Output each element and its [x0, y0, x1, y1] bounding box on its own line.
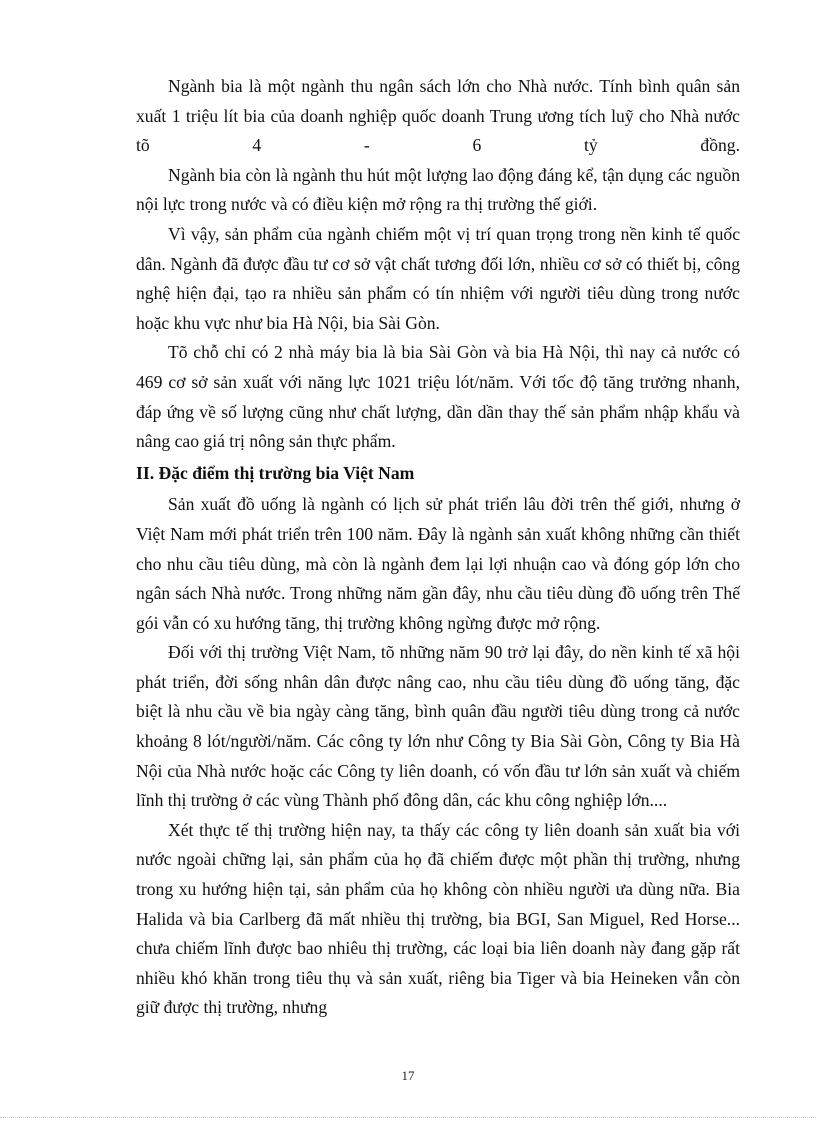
section-heading-market-characteristics: II. Đặc điểm thị trường bia Việt Nam [136, 462, 415, 483]
paragraph-industry-position: Vì vậy, sản phẩm của ngành chiếm một vị trí quan trọng trong nền kinh tế quốc dân. Ngành đã được đầu tư cơ sở vật chất tương đối lớn, nhiều cơ sở có thiết bị, công nghệ hiện đại, tạo ra nhiều sản phẩm có tín nhiệm với người tiêu dùng trong nước hoặc khu vực như bia Hà Nội, bia Sài Gòn. [136, 223, 740, 333]
paragraph-labor-resources: Ngành bia còn là ngành thu hút một lượng lao động đáng kể, tận dụng các nguồn nội lực trong nước và có điều kiện mở rộng ra thị trường thế giới. [136, 164, 740, 215]
page-bottom-divider [0, 1117, 816, 1118]
paragraph-budget-contribution: Ngành bia là một ngành thu ngân sách lớn cho Nhà nước. Tính bình quân sản xuất 1 triệu lít bia của doanh nghiệp quốc doanh Trung ương tích luỹ cho Nhà nước tõ 4 - 6 tỷ đồng. [136, 76, 740, 156]
page-number: 17 [401, 1068, 415, 1083]
paragraph-vietnam-market: Đối với thị trường Việt Nam, tõ những năm 90 trở lại đây, do nền kinh tế xã hội phát triển, đời sống nhân dân được nâng cao, nhu cầu tiêu dùng đồ uống tăng, đặc biệt là nhu cầu về bia ngày càng tăng, bình quân đầu người tiêu dùng trong cả nước khoảng 8 lót/người/năm. Các công ty lớn như Công ty Bia Sài Gòn, Công ty Bia Hà Nội của Nhà nước hoặc các Công ty liên doanh, có vốn đầu tư lớn sản xuất và chiếm lĩnh thị trường ở các vùng Thành phố đông dân, các khu công nghiệp lớn.... [136, 642, 740, 811]
paragraph-joint-ventures: Xét thực tế thị trường hiện nay, ta thấy các công ty liên doanh sản xuất bia với nước ngoài chững lại, sản phẩm của họ đã chiếm được một phần thị trường, nhưng trong xu hướng hiện tại, sản phẩm của họ không còn nhiều người ưa dùng nữa. Bia Halida và bia Carlberg đã mất nhiều thị trường, bia BGI, San Miguel, Red Horse... chưa chiếm lĩnh được bao nhiêu thị trường, các loại bia liên doanh này đang gặp rất nhiều khó khăn trong tiêu thụ và sản xuất, riêng bia Tiger và bia Heineken vẫn còn giữ được thị trường, nhưng [136, 819, 740, 1018]
page-body [136, 72, 740, 1023]
paragraph-beverage-history: Sản xuất đồ uống là ngành có lịch sử phát triển lâu đời trên thế giới, nhưng ở Việt Nam mới phát triển trên 100 năm. Đây là ngành sản xuất không những cần thiết cho nhu cầu tiêu dùng, mà còn là ngành đem lại lợi nhuận cao và đóng góp lớn cho ngân sách Nhà nước. Trong những năm gần đây, nhu cầu tiêu dùng đồ uống trên Thế gói vẫn có xu hướng tăng, thị trường không ngừng được mở rộng. [136, 494, 740, 633]
paragraph-production-growth: Tõ chỗ chỉ có 2 nhà máy bia là bia Sài Gòn và bia Hà Nội, thì nay cả nước có 469 cơ sở sản xuất với năng lực 1021 triệu lót/năm. Với tốc độ tăng trưởng nhanh, đáp ứng về số lượng cũng như chất lượng, dần dần thay thế sản phẩm nhập khẩu và nâng cao giá trị nông sản thực phẩm. [136, 342, 740, 452]
